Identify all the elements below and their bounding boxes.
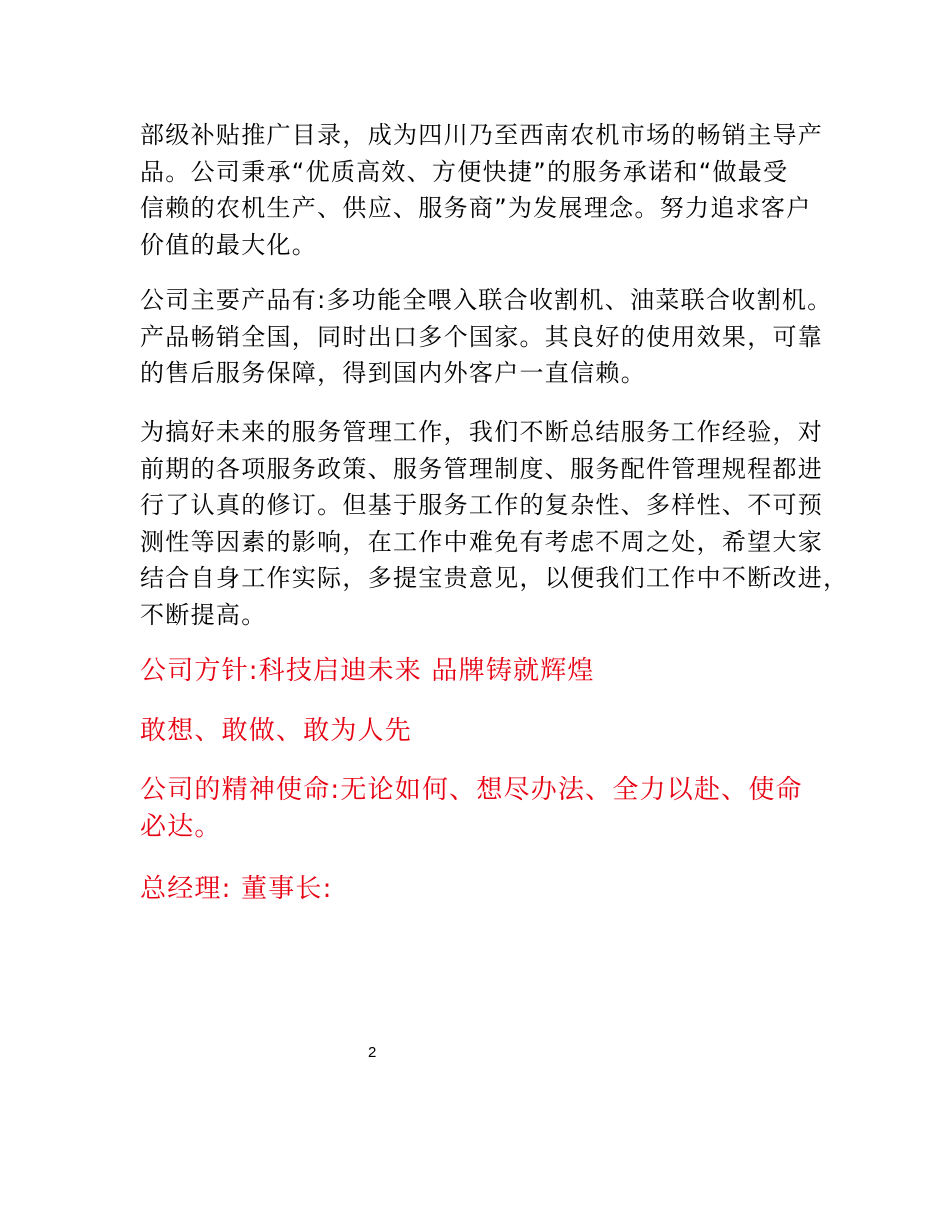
text-line: 信赖的农机生产、供应、服务商”为发展理念。努力追求客户 [140,194,812,223]
paragraph-products [140,282,840,392]
text-line: 公司主要产品有:多功能全喂入联合收割机、油菜联合收割机。 [140,286,833,314]
company-mission [140,772,840,846]
page-number: 2 [368,1044,377,1061]
text-line: 价值的最大化。 [140,230,318,259]
text-line: 为搞好未来的服务管理工作，我们不断总结服务工作经验，对 [140,418,824,446]
text-line: 品。公司秉承“优质高效、方便快捷”的服务承诺和“做最受 [140,157,789,186]
company-motto [140,713,840,750]
text-line: 结合自身工作实际，多提宝贵意见，以便我们工作中不断改进， [140,564,849,593]
text-line: 测性等因素的影响，在工作中难免有考虑不周之处，希望大家 [140,527,824,556]
text-line: 的售后服务保障，得到国内外客户一直信赖。 [140,359,646,388]
text-line: 前期的各项服务政策、服务管理制度、服务配件管理规程都进 [140,454,824,483]
text-line: 公司的精神使命:无论如何、想尽办法、全力以赴、使命 [140,775,803,805]
signatures [140,871,840,908]
text-line: 不断提高。 [140,600,267,629]
paragraph-service-management [140,414,849,634]
company-policy [140,653,840,690]
paragraph-company-intro [140,117,840,263]
text-line: 行了认真的修订。但基于服务工作的复杂性、多样性、不可预 [140,491,824,520]
text-line: 公司方针:科技启迪未来 品牌铸就辉煌 [140,656,595,686]
text-line: 总经理: 董事长: [140,874,333,904]
text-line: 敢想、敢做、敢为人先 [140,716,413,746]
text-line: 必达。 [140,812,222,842]
text-line: 产品畅销全国，同时出口多个国家。其良好的使用效果，可靠 [140,322,824,351]
text-line: 部级补贴推广目录，成为四川乃至西南农机市场的畅销主导产 [140,121,824,149]
